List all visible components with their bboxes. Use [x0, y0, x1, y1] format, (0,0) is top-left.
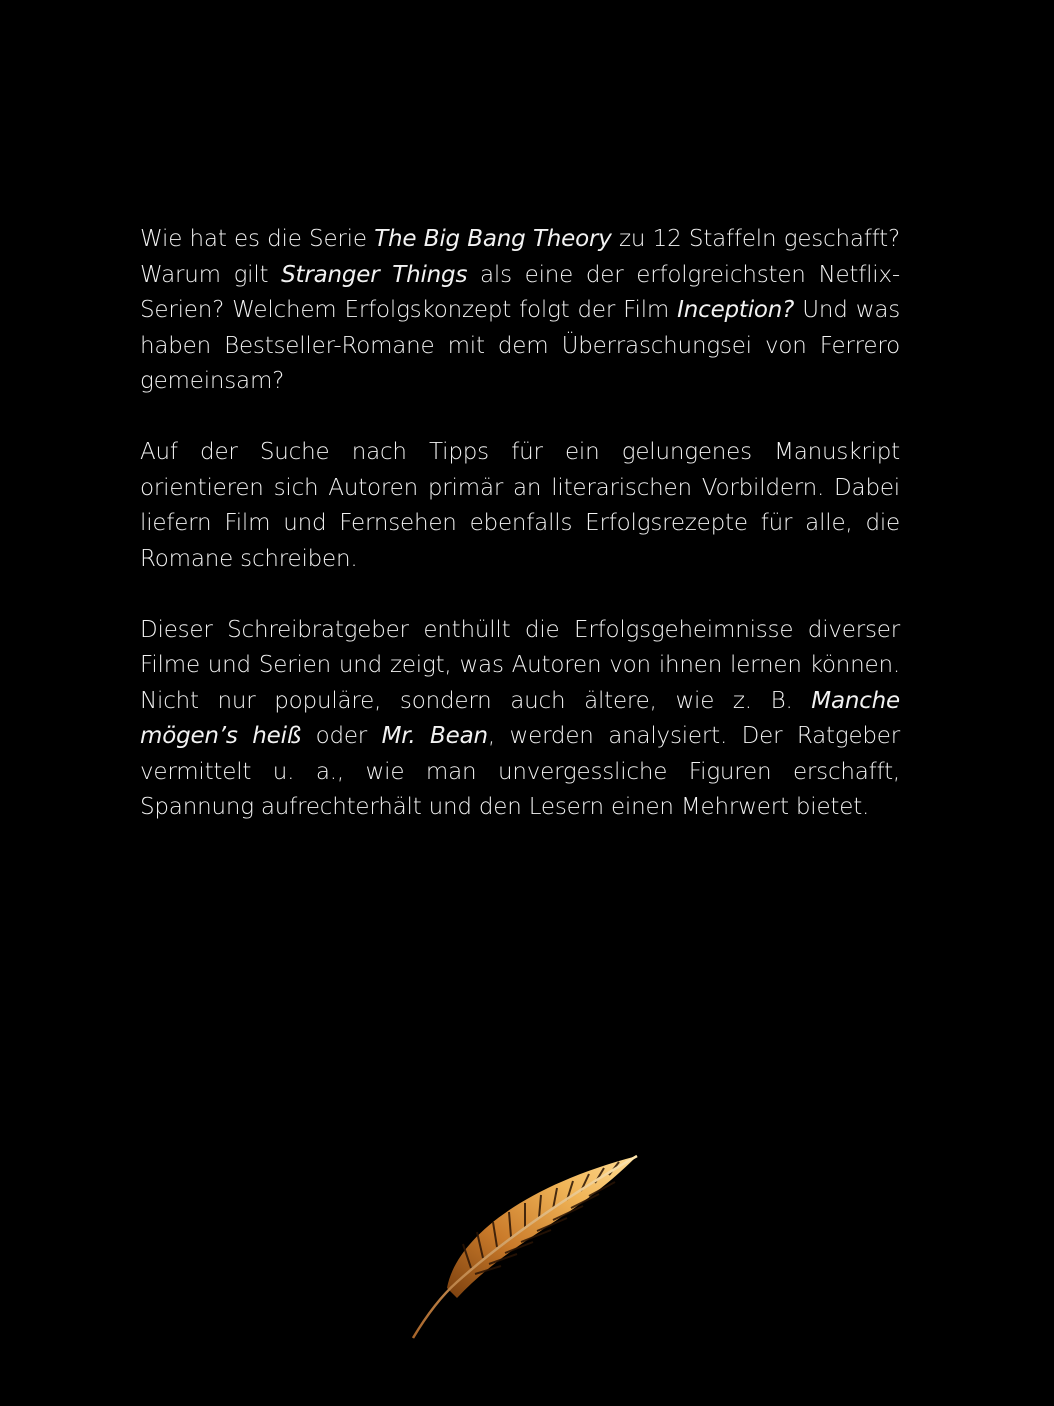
blurb-p1-text-4: Und was haben Bestseller-Romane mit dem Überraschungsei von Ferrero gemeinsam? [140, 297, 900, 394]
blurb-p3-text-1: Dieser Schreibratgeber enthüllt die Erfolgsgeheimnisse diverser Filme und Serien und zeigt, was Autoren von ihnen lernen können. Nicht nur populäre, sondern auch ältere, wie z. B. [140, 616, 900, 714]
blurb-p3-text-2: oder [301, 723, 382, 749]
blurb-p1-text-1: Wie hat es die Serie [140, 226, 375, 252]
blurb-paragraph-2 [140, 435, 900, 577]
blurb-p1-text-3: als eine der erfolgreichsten Netflix-Serien? Welchem Erfolgskonzept folgt der Film [140, 261, 900, 323]
title-manche-moegens-heiss: Manche mögen’s heiß [140, 687, 900, 749]
title-mr-bean: Mr. Bean [381, 723, 488, 749]
feather-quill-icon [405, 1148, 645, 1344]
blurb-paragraph-1 [140, 222, 900, 400]
title-stranger-things: Stranger Things [281, 261, 468, 288]
title-big-bang-theory: The Big Bang Theory [374, 226, 612, 252]
blurb-paragraph-3 [140, 613, 900, 826]
blurb-p2-text-1: Auf der Suche nach Tipps für ein gelungenes Manuskript orientieren sich Autoren primär an literarischen Vorbildern. Dabei liefern Film und Fernsehen ebenfalls Erfolgsrezepte für alle, die Romane schreiben. [140, 439, 900, 572]
blurb-text [140, 222, 900, 826]
blurb-p3-text-3: , werden analysiert. Der Ratgeber vermittelt u. a., wie man unvergessliche Figuren erschafft, Spannung aufrechterhält und den Lesern einen Mehrwert bietet. [140, 723, 901, 820]
title-inception: Inception? [677, 297, 795, 323]
blurb-p1-text-2: zu 12 Staffeln geschafft? Warum gilt [140, 226, 900, 288]
